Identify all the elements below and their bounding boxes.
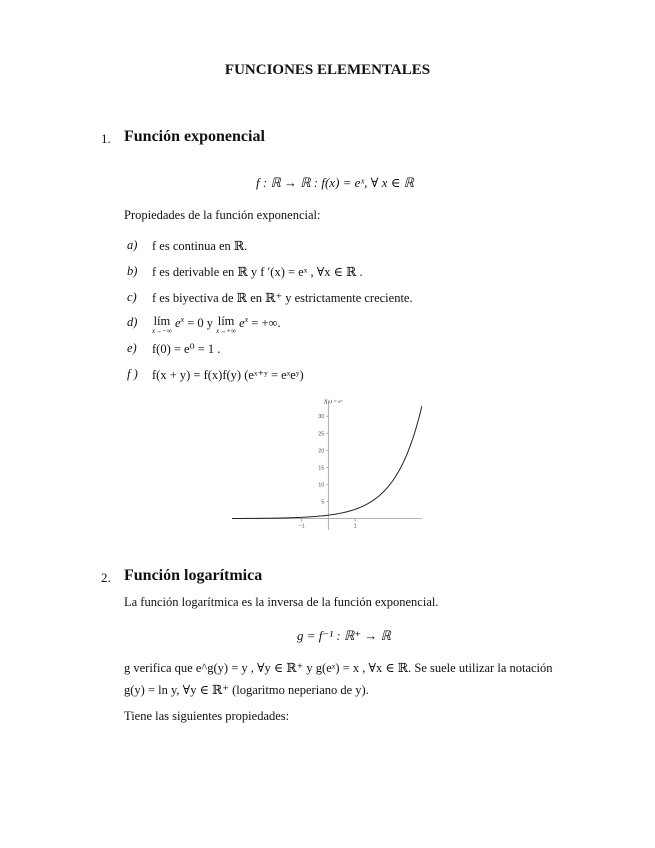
properties-intro: Propiedades de la función exponencial:: [124, 208, 321, 222]
log-outro: Tiene las siguientes propiedades:: [124, 709, 290, 723]
chart-title: f(x) = eˣ: [324, 399, 343, 405]
property-label: c): [127, 290, 137, 304]
property-label: b): [127, 264, 138, 278]
y-tick-label: 5: [321, 499, 325, 506]
limit-plus: lím x→+∞: [216, 314, 236, 335]
property-label: a): [127, 238, 138, 252]
y-tick-label: 30: [318, 414, 325, 421]
limit-minus: lím x→−∞: [152, 314, 172, 335]
exp-function-chart: [232, 396, 422, 530]
property-label: f ): [127, 367, 138, 381]
log-intro: La función logarítmica es la inversa de la función exponencial.: [124, 595, 439, 609]
section-number: 1.: [101, 131, 111, 146]
property-label: d): [127, 315, 138, 329]
property-text: f es derivable en ℝ y f ′(x) = eˣ , ∀x ∈ ℝ .: [152, 265, 363, 279]
property-text: f es continua en ℝ.: [152, 239, 248, 253]
property-text: f(x + y) = f(x)f(y) (eˣ⁺ʸ = eˣeʸ): [152, 368, 304, 382]
property-text: f es biyectiva de ℝ en ℝ⁺ y estrictamente creciente.: [152, 291, 413, 305]
y-tick-label: 20: [318, 448, 325, 455]
x-tick-label: 1: [353, 523, 357, 530]
log-definition: g = f⁻¹ : ℝ⁺ → ℝ: [297, 628, 391, 643]
log-property-line: g verifica que e^g(y) = y , ∀y ∈ ℝ⁺ y g(eˣ) = x , ∀x ∈ ℝ. Se suele utilizar la notación: [124, 661, 553, 675]
x-tick-label: −1: [298, 523, 305, 530]
exp-definition: f : ℝ → ℝ : f(x) = eˣ, ∀ x ∈ ℝ: [256, 175, 414, 190]
y-tick-label: 10: [318, 482, 325, 489]
property-label: e): [127, 341, 137, 355]
property-limit: lím x→−∞ $e^x = 0$ y lím x→+∞ $e^x$ = +∞.: [152, 314, 281, 335]
y-tick-label: 15: [318, 465, 325, 472]
y-tick-label: 25: [318, 431, 325, 438]
section-title: Función logarítmica: [124, 567, 263, 584]
page-title: FUNCIONES ELEMENTALES: [224, 62, 431, 78]
property-text: f(0) = e⁰ = 1 .: [152, 342, 221, 356]
log-notation-line: g(y) = ln y, ∀y ∈ ℝ⁺ (logaritmo neperiano de y).: [124, 683, 369, 697]
section-number: 2.: [101, 570, 111, 585]
section-title: Función exponencial: [124, 128, 265, 145]
